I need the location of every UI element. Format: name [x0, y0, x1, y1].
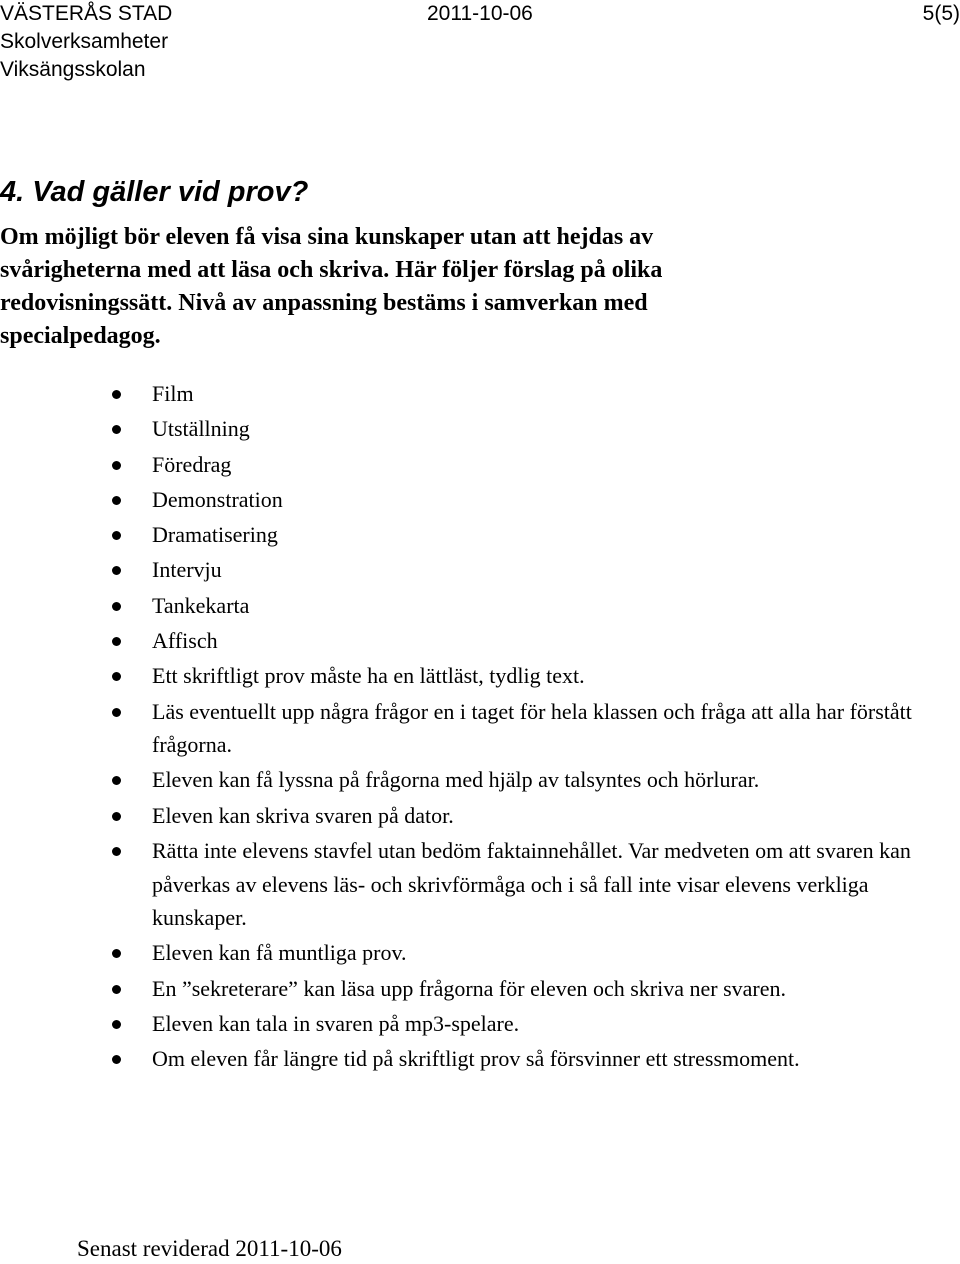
list-item	[0, 659, 960, 693]
section-title: 4. Vad gäller vid prov?	[0, 176, 309, 208]
list-item-text: Intervju	[152, 557, 222, 583]
header-school: Viksängsskolan	[0, 58, 146, 81]
page-header	[0, 0, 960, 84]
list-item	[0, 763, 960, 797]
bullet-icon	[112, 637, 121, 646]
bullet-icon	[112, 847, 121, 856]
bullet-icon	[112, 461, 121, 470]
list-item	[0, 1042, 960, 1076]
bullet-list	[0, 377, 960, 1078]
list-item	[0, 1007, 960, 1041]
bullet-icon	[112, 949, 121, 958]
list-item-text: Demonstration	[152, 486, 283, 512]
list-item-text: Eleven kan skriva svaren på dator.	[152, 802, 454, 828]
list-item-text: Tankekarta	[152, 592, 250, 618]
list-item	[0, 799, 960, 833]
list-item-text: Föredrag	[152, 451, 232, 477]
bullet-icon	[112, 1055, 121, 1064]
list-item	[0, 377, 960, 411]
list-item	[0, 936, 960, 970]
list-item-text: Rätta inte elevens stavfel utan bedöm faktainnehållet. Var medveten om att svaren kan påverkas av elevens läs- och skrivförmåga och i så fall inte visar elevens verkliga kunskaper.	[152, 838, 911, 931]
list-item-text: Dramatisering	[152, 522, 278, 548]
list-item	[0, 972, 960, 1006]
header-organization: VÄSTERÅS STAD	[0, 2, 173, 25]
header-department: Skolverksamheter	[0, 30, 169, 53]
header-date: 2011-10-06	[427, 2, 533, 25]
bullet-icon	[112, 425, 121, 434]
list-item-text: Eleven kan tala in svaren på mp3-spelare.	[152, 1010, 520, 1036]
header-page-number: 5(5)	[922, 2, 960, 25]
section-intro: Om möjligt bör eleven få visa sina kunskaper utan att hejdas av svårigheterna med att läsa och skriva. Här följer förslag på olika redovisningssätt. Nivå av anpassning bestäms i samverkan med specialpedagog.	[0, 224, 663, 349]
bullet-icon	[112, 812, 121, 821]
list-item-text: Eleven kan få muntliga prov.	[152, 940, 407, 966]
list-item	[0, 483, 960, 517]
bullet-icon	[112, 531, 121, 540]
list-item-text: Eleven kan få lyssna på frågorna med hjälp av talsyntes och hörlurar.	[152, 767, 760, 793]
list-item-text: Affisch	[152, 628, 218, 654]
header-department-line	[0, 28, 960, 56]
list-item-text: Ett skriftligt prov måste ha en lättläst, tydlig text.	[152, 663, 585, 689]
bullet-icon	[112, 708, 121, 717]
list-item-text: Film	[152, 381, 194, 406]
header-top-line	[0, 0, 960, 28]
bullet-icon	[112, 566, 121, 575]
bullet-icon	[112, 602, 121, 611]
list-item	[0, 553, 960, 587]
list-item	[0, 624, 960, 658]
header-school-line	[0, 56, 960, 84]
list-item	[0, 518, 960, 552]
bullet-icon	[112, 672, 121, 681]
list-item-text: En ”sekreterare” kan läsa upp frågorna för eleven och skriva ner svaren.	[152, 975, 787, 1001]
bullet-icon	[112, 1020, 121, 1029]
list-item-text: Utställning	[152, 416, 250, 442]
bullet-icon	[112, 985, 121, 994]
list-item	[0, 695, 960, 762]
list-item-text: Om eleven får längre tid på skriftligt prov så försvinner ett stressmoment.	[152, 1046, 800, 1072]
list-item-text: Läs eventuellt upp några frågor en i taget för hela klassen och fråga att alla har förstått frågorna.	[152, 698, 912, 758]
list-item	[0, 412, 960, 446]
bullet-icon	[112, 496, 121, 505]
list-item	[0, 589, 960, 623]
bullet-icon	[112, 776, 121, 785]
footer-revised: Senast reviderad 2011-10-06	[77, 1236, 342, 1261]
bullet-icon	[112, 390, 121, 399]
list-item	[0, 448, 960, 482]
list-item	[0, 834, 960, 935]
